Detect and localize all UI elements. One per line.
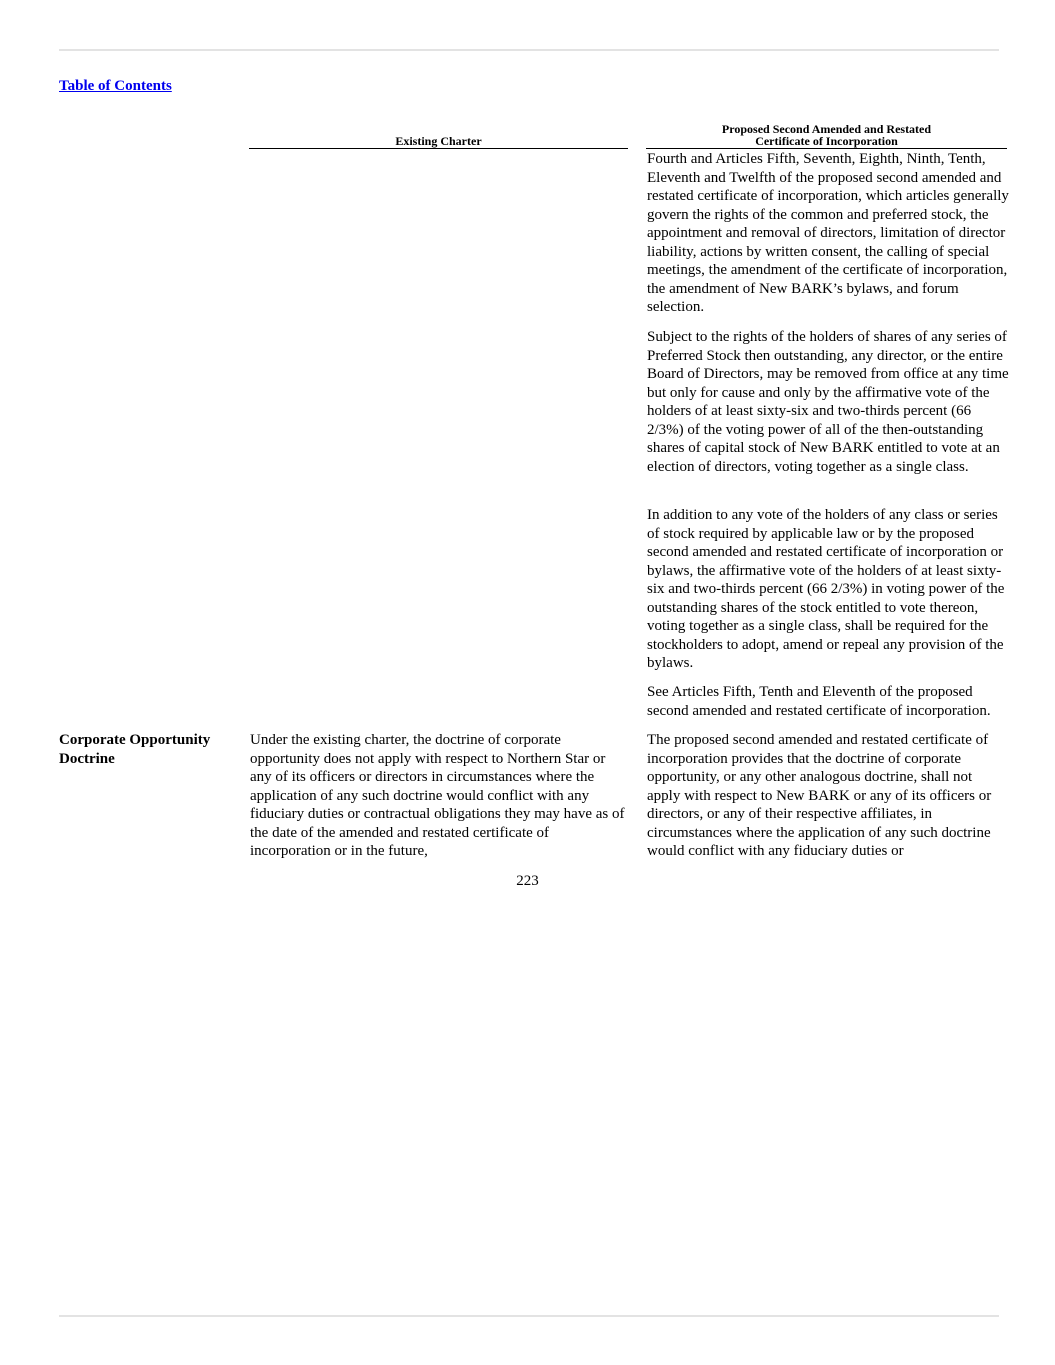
bottom-divider: [59, 1315, 999, 1317]
proposed-corporate-opportunity-text: The proposed second amended and restated certificate of incorporation provides that the doctrine of corporate opportunity, or any other analogous doctrine, shall not apply with respect to New BARK or any of its officers or directors, or any of their respective affiliates, in circumstances where the application of any such doctrine would conflict with any fiduciary duties or: [647, 732, 992, 859]
proposed-header-line-1: Proposed Second Amended and Restated: [721, 122, 932, 136]
top-divider: [59, 49, 999, 51]
proposed-paragraph-director-removal: Subject to the rights of the holders of shares of any series of Preferred Stock then outstanding, any director, or the entire Board of Directors, may be removed from office at any time but only for cause and only by the affirmative vote of the holders of at least sixty-six and two-thirds percent (66 2/3%) of the voting power of all of the then-outstanding shares of capital stock of New BARK entitled to vote at an election of directors, voting together as a single class.: [647, 329, 1009, 475]
existing-charter-column-header: [249, 135, 628, 149]
proposed-certificate-column-header: [646, 123, 1007, 149]
proposed-paragraph-articles-continued: Fourth and Articles Fifth, Seventh, Eighth, Ninth, Tenth, Eleventh and Twelfth of the proposed second amended and restated certificate of incorporation, which articles generally govern the rights of the common and preferred stock, the appointment and removal of directors, limitation of director liability, actions by written consent, the calling of special meetings, the amendment of the certificate of incorporation, the amendment of New BARK’s bylaws, and forum selection.: [647, 151, 1009, 315]
proposed-header-line-2: Certificate of Incorporation: [755, 134, 898, 148]
row-label-corporate-opportunity-doctrine: [59, 731, 234, 768]
existing-charter-corporate-opportunity-text: Under the existing charter, the doctrine of corporate opportunity does not apply with respect to Northern Star or any of its officers or directors in circumstances where the application of any such doctrine would conflict with any fiduciary duties or contractual obligations they may have as of the date of the amended and restated certificate of incorporation or in the future,: [250, 732, 625, 859]
row-label-line-1: Corporate Opportunity: [59, 732, 211, 748]
row-label-line-2: Doctrine: [59, 750, 115, 767]
proposed-paragraph-bylaw-amendment-vote: In addition to any vote of the holders of any class or series of stock required by applicable law or by the proposed second amended and restated certificate of incorporation or bylaws, the affirmative vote of the holders of at least sixty-six and two-thirds percent (66 2/3%) in voting power of the outstanding shares of the stock entitled to vote thereon, voting together as a single class, shall be required for the stockholders to adopt, amend or repeal any provision of the bylaws.: [647, 507, 1005, 671]
table-of-contents-link[interactable]: Table of Contents: [59, 78, 172, 94]
page-number: 223: [516, 873, 539, 889]
existing-charter-header-text: Existing Charter: [395, 134, 482, 148]
proposed-paragraph-see-articles: See Articles Fifth, Tenth and Eleventh of the proposed second amended and restated certificate of incorporation.: [647, 684, 991, 719]
